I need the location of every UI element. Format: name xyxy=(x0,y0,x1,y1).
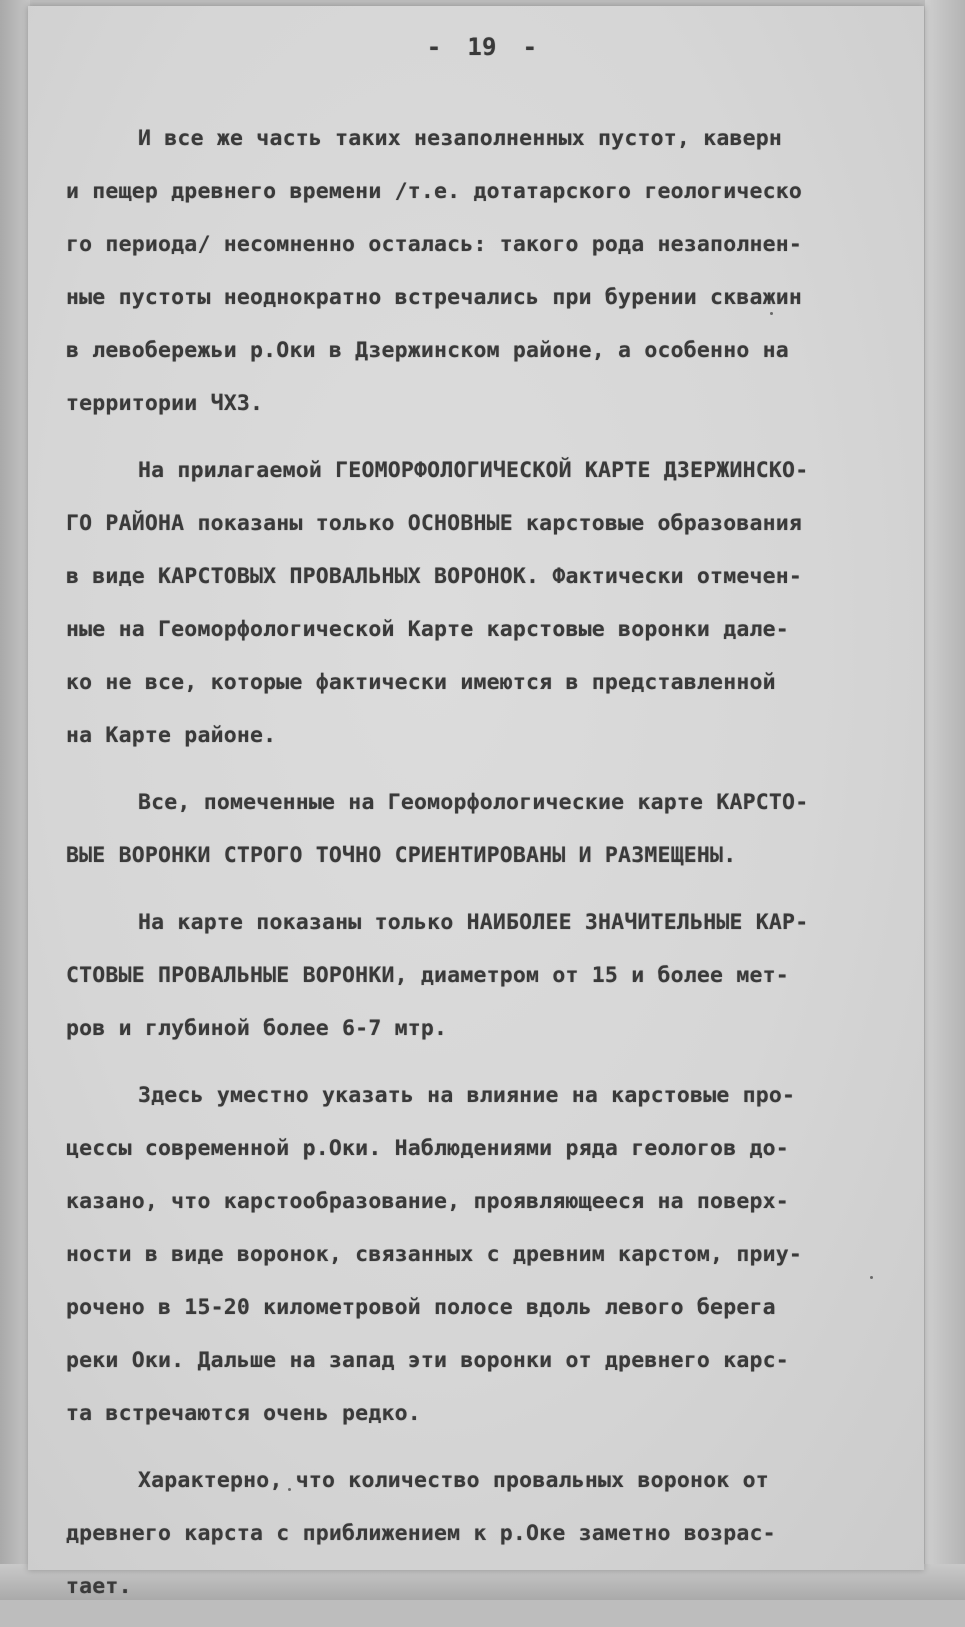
text-line: ГО РАЙОНА показаны только ОСНОВНЫЕ карстовые образования xyxy=(66,511,803,536)
text-line: ные пустоты неоднократно встречались при бурении скважин xyxy=(66,285,803,310)
text-line: ные на Геоморфологической Карте карстовые воронки дале- xyxy=(66,617,789,642)
text-line: в виде КАРСТОВЫХ ПРОВАЛЬНЫХ ВОРОНОК. Фактически отмечен- xyxy=(66,564,803,589)
text-line: на Карте районе. xyxy=(66,723,277,748)
text-line: ко не все, которые фактически имеются в представленной xyxy=(66,670,776,695)
text-line: ности в виде воронок, связанных с древним карстом, приу- xyxy=(66,1242,803,1267)
paragraph-6 xyxy=(66,1454,918,1613)
scan-edge-left xyxy=(0,0,30,1600)
paragraph-5 xyxy=(66,1069,918,1440)
page-number-value: 19 xyxy=(467,33,497,61)
text-line: Все, помеченные на Геоморфологические карте КАРСТО- xyxy=(138,790,809,815)
text-line: Характерно, что количество провальных воронок от xyxy=(138,1468,769,1493)
text-line: И все же часть таких незаполненных пустот, каверн xyxy=(138,126,783,151)
document-text xyxy=(66,22,918,1627)
text-line: го периода/ несомненно осталась: такого рода незаполнен- xyxy=(66,232,803,257)
paragraph-2 xyxy=(66,444,918,762)
text-line: СТОВЫЕ ПРОВАЛЬНЫЕ ВОРОНКИ, диаметром от 15 и более мет- xyxy=(66,963,789,988)
page-number: - 19 - xyxy=(426,33,538,61)
text-line: рочено в 15-20 километровой полосе вдоль левого берега xyxy=(66,1295,776,1320)
paragraph-4 xyxy=(66,896,918,1055)
text-line: ров и глубиной более 6-7 мтр. xyxy=(66,1016,448,1041)
text-line: тает. xyxy=(66,1574,132,1599)
text-line: в левобережьи р.Оки в Дзержинском районе, а особенно на xyxy=(66,338,789,363)
paragraph-1 xyxy=(66,112,918,430)
text-line: Здесь уместно указать на влияние на карстовые про- xyxy=(138,1083,796,1108)
paragraph-3 xyxy=(66,776,918,882)
scan-edge-right xyxy=(925,0,965,1600)
text-line: цессы современной р.Оки. Наблюдениями ряда геологов до- xyxy=(66,1136,789,1161)
text-line: и пещер древнего времени /т.е. дотатарского геологическо xyxy=(66,179,803,204)
text-line: казано, что карстообразование, проявляющееся на поверх- xyxy=(66,1189,789,1214)
text-line: На карте показаны только НАИБОЛЕЕ ЗНАЧИТЕЛЬНЫЕ КАР- xyxy=(138,910,809,935)
text-line: реки Оки. Дальше на запад эти воронки от древнего карс- xyxy=(66,1348,789,1373)
text-line: На прилагаемой ГЕОМОРФОЛОГИЧЕСКОЙ КАРТЕ ДЗЕРЖИНСКО- xyxy=(138,458,809,483)
text-line: территории ЧХЗ. xyxy=(66,391,264,416)
text-line: та встречаются очень редко. xyxy=(66,1401,421,1426)
text-line: древнего карста с приближением к р.Оке заметно возрас- xyxy=(66,1521,776,1546)
text-line: ВЫЕ ВОРОНКИ СТРОГО ТОЧНО СРИЕНТИРОВАНЫ И РАЗМЕЩЕНЫ. xyxy=(66,843,737,868)
